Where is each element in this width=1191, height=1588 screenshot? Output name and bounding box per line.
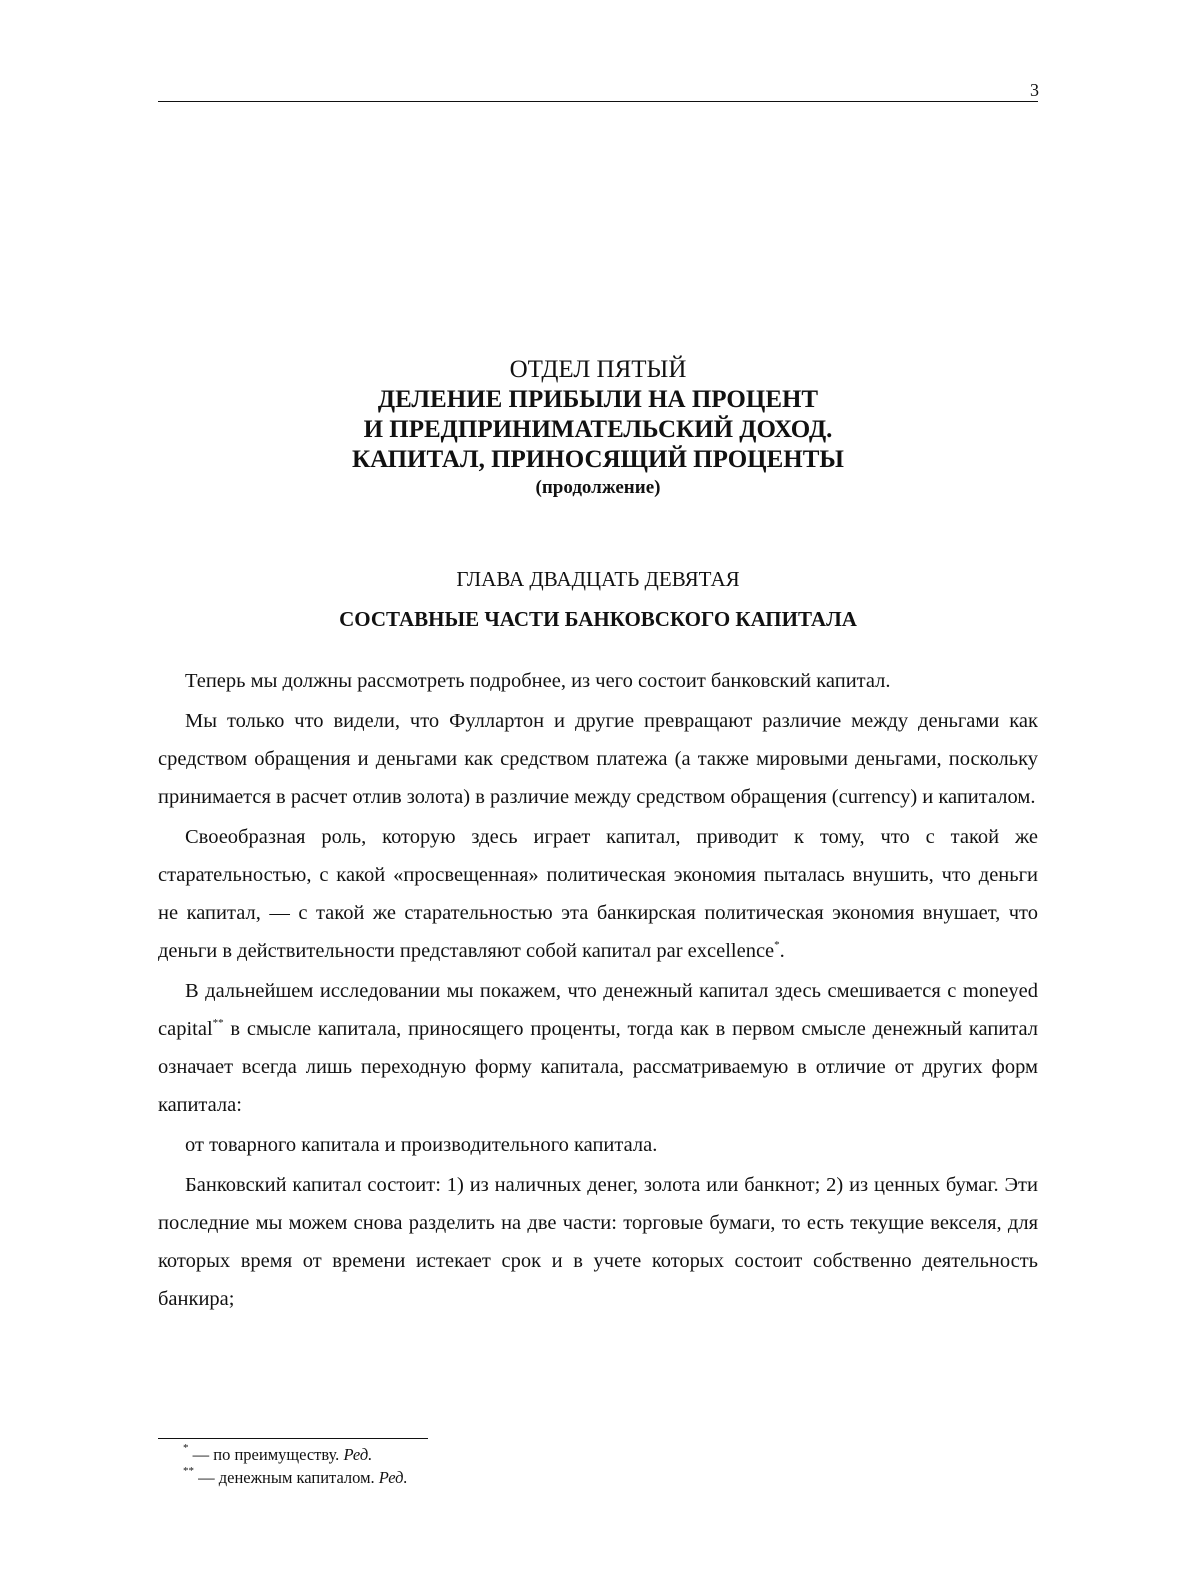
footnote-ref-2: ** [212,1017,224,1029]
paragraph-3-end: . [779,940,785,962]
header-rule [158,101,1038,102]
footnote-1-editor: Ред. [343,1445,373,1464]
paragraph-6: Банковский капитал состоит: 1) из наличных денег, золота или банкнот; 2) из ценных бумаг. Эти последние мы можем снова разделить на две части: торговые бумаги, то есть текущие векселя, для которых время от времени истекает срок и в учете которых состоит собственно деятельность банкира; [158,1174,1038,1310]
part-title-line-3: КАПИТАЛ, ПРИНОСЯЩИЙ ПРОЦЕНТЫ [352,446,844,473]
paragraph-5: от товарного капитала и производительного капитала. [185,1134,658,1156]
chapter-number: ГЛАВА ДВАДЦАТЬ ДЕВЯТАЯ [456,567,740,591]
footnotes [183,1443,408,1489]
paragraph-4-start: В дальнейшем исследовании мы покажем, что денежный капитал здесь смешивается с moneyed capital [158,980,1038,1040]
paragraph-4 [158,972,1038,1124]
footnote-2-text: — денежным капиталом. [194,1468,379,1487]
part-heading [158,355,1038,501]
part-title-line-2: И ПРЕДПРИНИМАТЕЛЬСКИЙ ДОХОД. [363,416,833,443]
footnote-1-mark: * [183,1442,189,1454]
part-continuation: (продолжение) [535,477,661,498]
paragraph-2: Мы только что видели, что Фуллартон и другие превращают различие между деньгами как средством обращения и деньгами как средством платежа (а также мировыми деньгами, поскольку принимается в расчет отлив золота) в различие между средством обращения (currency) и капиталом. [158,710,1038,808]
footnote-1-text: — по преимуществу. [188,1445,344,1464]
footnote-2-mark: ** [183,1465,194,1477]
paragraph-3 [158,818,1038,970]
part-title-line-1: ДЕЛЕНИЕ ПРИБЫЛИ НА ПРОЦЕНТ [377,386,819,413]
footnote-rule [158,1438,428,1439]
part-label: ОТДЕЛ ПЯТЫЙ [509,356,687,383]
paragraph-4-end: в смысле капитала, приносящего проценты, тогда как в первом смысле денежный капитал означает всегда лишь переходную форму капитала, рассматриваемую в отличие от других форм капитала: [158,1018,1038,1116]
footnote-2-editor: Ред. [378,1468,408,1487]
footnote-ref-1: * [774,939,780,951]
paragraph-3-text: Своеобразная роль, которую здесь играет капитал, приводит к тому, что с такой же старательностью, с какой «просвещенная» политическая экономия пыталась внушить, что деньги не капитал, — с такой же старательностью эта банкирская политическая экономия внушает, что деньги в действительности представляют собой капитал par excellence [158,826,1038,962]
paragraph-1: Теперь мы должны рассмотреть подробнее, из чего состоит банковский капитал. [185,670,891,692]
page-number: 3 [1030,80,1039,100]
footnote-1 [183,1443,408,1466]
body-text [158,662,1038,1320]
footnote-2 [183,1466,408,1489]
chapter-title: СОСТАВНЫЕ ЧАСТИ БАНКОВСКОГО КАПИТАЛА [339,607,857,631]
